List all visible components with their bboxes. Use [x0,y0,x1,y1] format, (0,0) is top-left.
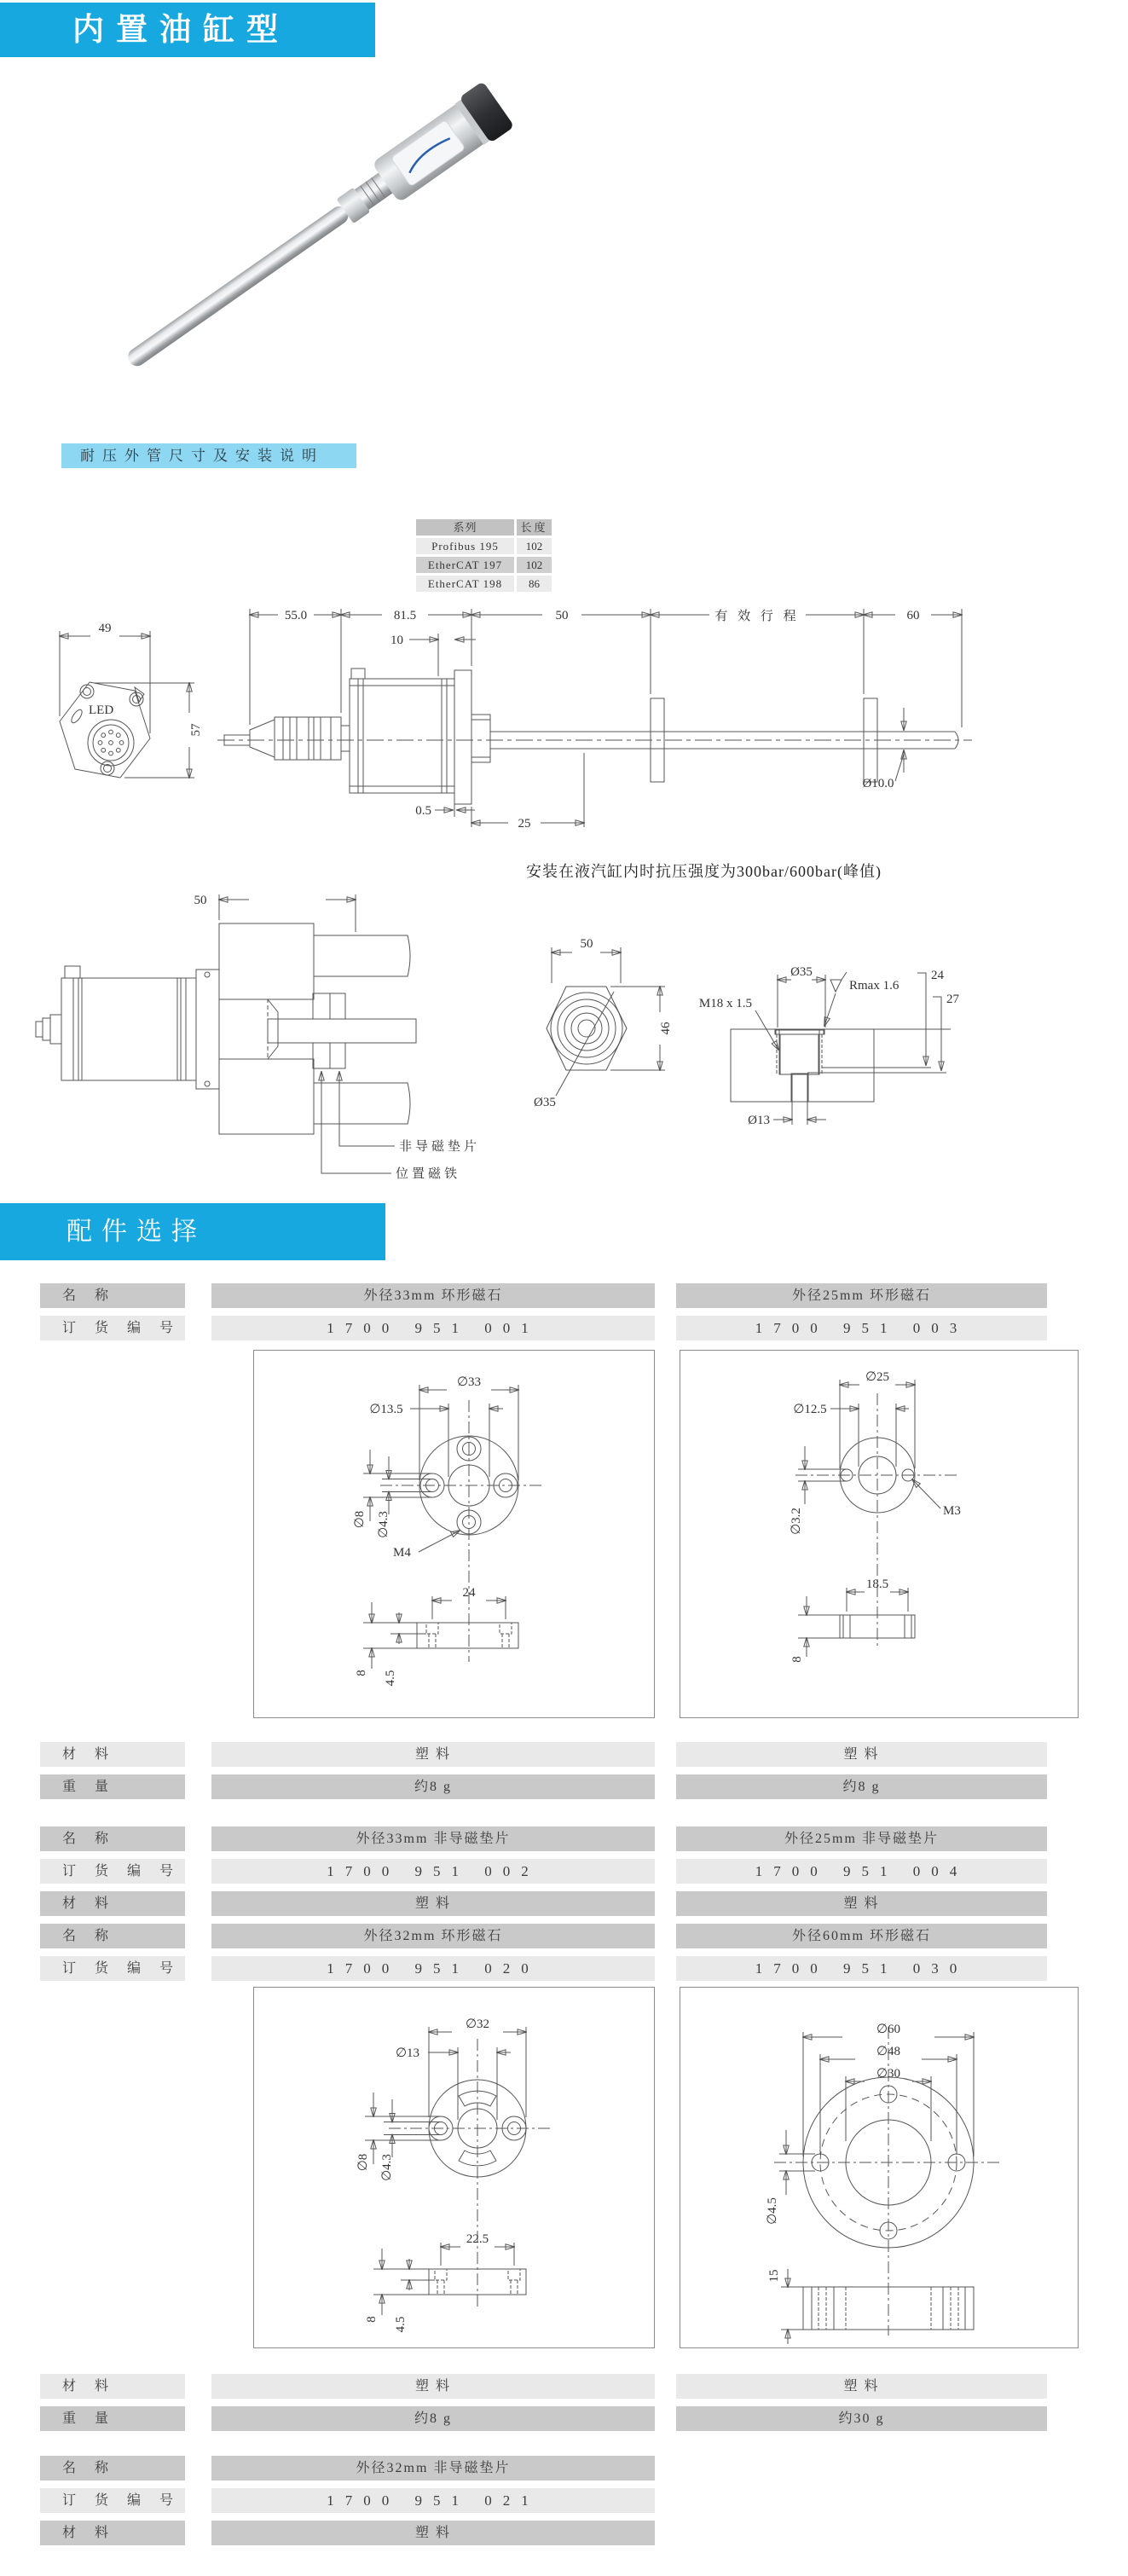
acc-label-order: 订 货 编 号 [40,1956,185,1981]
acc-label-weight: 重 量 [40,2406,185,2431]
acc-name-cell: 外径32mm 环形磁石 [211,1924,655,1948]
acc-material-cell: 塑 料 [211,1891,655,1916]
length-cell: 86 [517,576,552,592]
dim-label: 8 [365,2316,379,2323]
dim-label: ∅3.2 [790,1508,803,1535]
acc-weight-cell: 约8 g [211,1774,655,1799]
sensor-side-view [217,669,972,804]
magnet32-drawing [254,1988,652,2346]
section1-header: 耐压外管尺寸及安装说明 [61,443,356,468]
acc-order-cell: 1700 951 003 [676,1316,1047,1340]
dim-label: ∅8 [353,1510,367,1529]
installation-drawing [26,891,1117,1198]
series-col-header: 系列 [416,519,514,535]
acc-weight-cell: 约8 g [211,2406,655,2431]
acc-order-cell: 1700 951 020 [211,1956,655,1981]
acc-label-order: 订 货 编 号 [40,1859,185,1884]
page-title-banner: 内置油缸型 [0,3,375,57]
led-label: LED [89,703,114,717]
acc-material-cell: 塑 料 [211,2374,655,2399]
magnet33-drawing [254,1351,652,1716]
section2-header: 配件选择 [0,1203,385,1260]
dim-label: 25 [518,817,531,831]
dim-label: 10 [390,634,403,647]
series-row: EtherCAT 197 [416,557,514,573]
dim-label: ∅4.5 [766,2197,779,2225]
acc-name-cell: 外径60mm 环形磁石 [676,1924,1047,1948]
magnet-callout: 位置磁铁 [396,1167,461,1181]
stroke-range-label: 有 效 行 程 [714,610,800,623]
dim-label: Ø13 [748,1114,770,1127]
mounted-sensor-section [36,894,480,1181]
length-cell: 102 [517,557,552,573]
magnet60-drawing [680,1988,1076,2346]
dim-label: ∅25 [865,1370,890,1384]
dim-0-5 [415,804,475,818]
thread-label: M3 [943,1504,961,1518]
dim-label: 55.0 [284,609,308,622]
dim-label: 50 [555,609,569,622]
acc-order-cell: 1700 951 004 [676,1859,1047,1884]
acc-label-order: 订 货 编 号 [40,2488,185,2513]
dim-label: ∅33 [456,1375,482,1389]
acc-material-cell: 塑 料 [676,1742,1047,1767]
acc-label-material: 材 料 [40,2374,185,2399]
dim-label: 60 [906,609,920,622]
magnet25-drawing [680,1351,1076,1716]
acc-name-cell: 外径25mm 环形磁石 [676,1283,1047,1308]
acc-label-name: 名 称 [40,1283,185,1308]
acc-order-cell: 1700 951 021 [211,2488,655,2513]
connector-end-view [60,682,150,778]
dim-label: 46 [659,1022,673,1035]
dim-label: 81.5 [393,609,417,622]
length-cell: 102 [517,538,552,554]
acc-material-cell: 塑 料 [676,1891,1047,1916]
dim-label: ∅48 [876,2045,901,2058]
washer-callout: 非导磁垫片 [399,1140,481,1154]
acc-label-name: 名 称 [40,1826,185,1851]
dim-label: ∅30 [876,2067,901,2081]
surface-finish-label: Rmax 1.6 [849,979,900,993]
acc-name-cell: 外径33mm 环形磁石 [211,1283,655,1308]
thread-label: M4 [393,1546,411,1560]
magnet32-drawing-box [253,1987,655,2348]
acc-material-cell: 塑 料 [211,1742,655,1767]
dim-label: 4.5 [384,1670,397,1687]
dim-label: 0.5 [415,804,431,818]
series-row: EtherCAT 198 [416,576,514,592]
acc-material-cell: 塑 料 [676,2374,1047,2399]
dim-label: ∅4.3 [380,2154,394,2181]
acc-label-material: 材 料 [40,1891,185,1916]
dim-label: 18.5 [865,1577,889,1591]
acc-name-cell: 外径32mm 非导磁垫片 [211,2456,655,2480]
dim-25 [471,753,584,831]
dim-label: ∅60 [876,2023,901,2036]
threaded-hole-section [699,965,960,1127]
acc-weight-cell: 约8 g [676,1774,1047,1799]
series-row: Profibus 195 [416,538,514,554]
acc-order-cell: 1700 951 002 [211,1859,655,1884]
acc-order-cell: 1700 951 030 [676,1956,1047,1981]
dim-label: 22.5 [466,2232,489,2246]
acc-label-weight: 重 量 [40,1774,185,1799]
dim-label: 50 [580,937,593,951]
length-col-header: 长度 [517,519,552,535]
dim-label: 57 [189,723,203,737]
product-photo [90,68,533,401]
acc-weight-cell: 约30 g [676,2406,1047,2431]
dim-label: ∅13 [395,2046,420,2060]
acc-name-cell: 外径33mm 非导磁垫片 [211,1826,655,1851]
dim-label: Ø10.0 [862,777,894,790]
dim-label: 49 [98,622,112,635]
acc-name-cell: 外径25mm 非导磁垫片 [676,1826,1047,1851]
dim-label: Ø35 [790,965,813,979]
dim-label: 27 [946,993,959,1006]
dim-label: 24 [462,1586,476,1600]
magnet60-drawing-box [680,1987,1079,2348]
dim-label: Ø35 [534,1096,556,1109]
dim-label: ∅13.5 [369,1403,403,1416]
dim-label: ∅32 [465,2017,490,2031]
dim-label: 4.5 [394,2316,408,2333]
sensor-photo-group [114,81,515,385]
acc-label-material: 材 料 [40,1742,185,1767]
acc-label-name: 名 称 [40,2456,185,2480]
acc-order-cell: 1700 951 001 [211,1316,655,1340]
magnet25-drawing-box [680,1350,1079,1718]
acc-label-name: 名 称 [40,1924,185,1948]
dim-label: ∅4.3 [377,1511,390,1538]
main-dimension-drawing [26,595,1117,864]
dim-label: 15 [767,2269,781,2283]
dim-label: 50 [194,894,207,907]
pressure-note: 安装在液汽缸内时抗压强度为300bar/600bar(峰值) [526,863,882,880]
acc-label-material: 材 料 [40,2521,185,2545]
thread-callout: M18 x 1.5 [698,997,752,1010]
acc-label-order: 订 货 编 号 [40,1316,185,1340]
acc-material-cell: 塑 料 [211,2521,655,2545]
dim-label: 24 [931,969,944,982]
dim-label: ∅8 [356,2153,370,2172]
hex-nut-view [534,937,673,1109]
dim-label: 8 [790,1656,804,1663]
magnet33-drawing-box [253,1350,655,1718]
dim-label: ∅12.5 [793,1403,827,1416]
dim-label: 8 [355,1670,368,1676]
